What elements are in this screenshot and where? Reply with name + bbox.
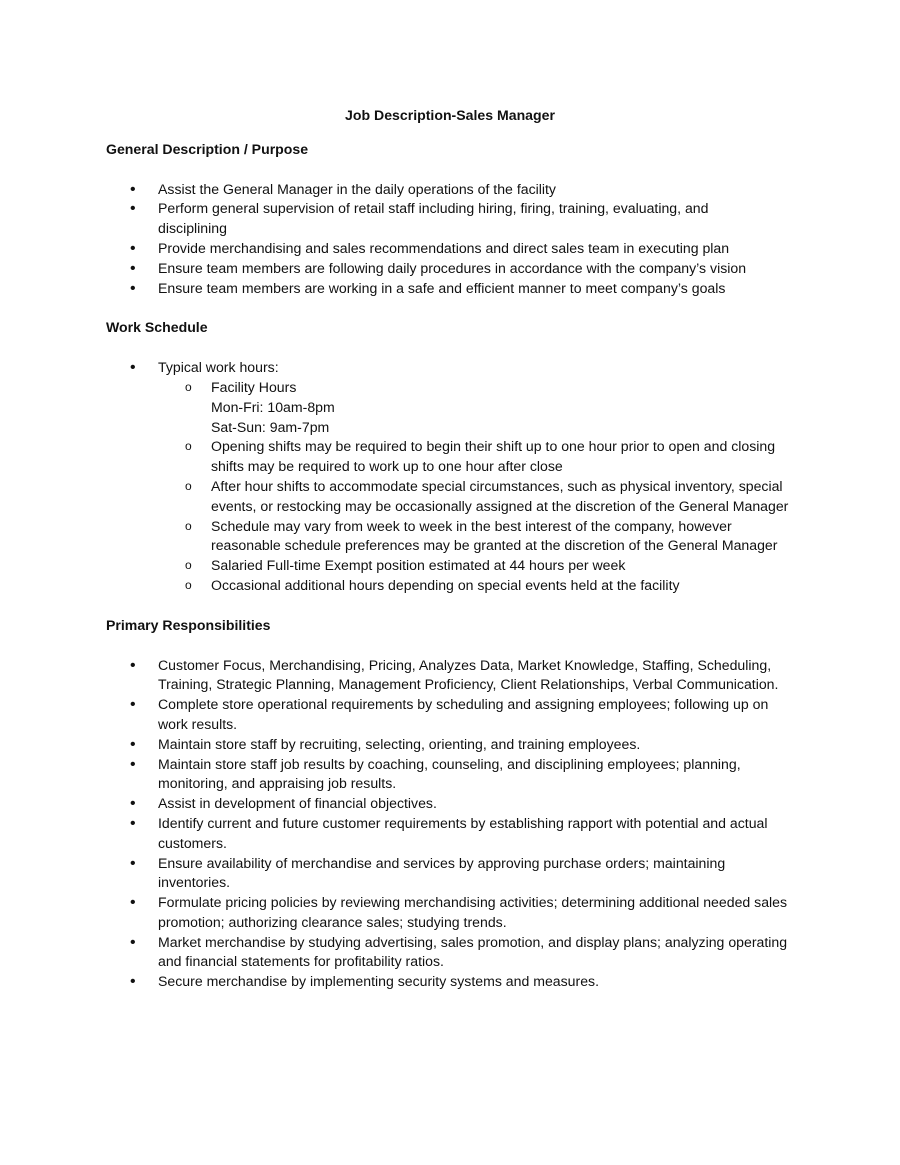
general-description-heading: General Description / Purpose [106,140,309,157]
list-item: • Market merchandise by studying advertising, sales promotion, and display plans; analyzing operating and financial statements for profitability ratios. [106,933,800,973]
list-item: • Identify current and future customer requirements by establishing rapport with potential and actual customers. [106,814,800,854]
facility-hours-item [158,378,800,437]
list-item: • Perform general supervision of retail staff including hiring, firing, training, evaluating, and disciplining [106,199,800,239]
list-item: • Formulate pricing policies by reviewing merchandising activities; determining additional needed sales promotion; authorizing clearance sales; studying trends. [106,893,800,933]
list-item: • Maintain store staff job results by coaching, counseling, and disciplining employees; planning, monitoring, and appraising job results. [106,755,800,795]
list-item: • Ensure team members are following daily procedures in accordance with the company’s vision [106,259,800,279]
list-item: • Assist in development of financial objectives. [106,794,800,814]
list-item: • Complete store operational requirements by scheduling and assigning employees; following up on work results. [106,695,800,735]
primary-responsibilities-heading: Primary Responsibilities [106,616,271,633]
work-schedule-heading: Work Schedule [106,319,208,336]
facility-hours-label: o Facility Hours [211,378,297,395]
list-item: • Ensure availability of merchandise and services by approving purchase orders; maintaining inventories. [106,854,800,894]
list-item: • Secure merchandise by implementing security systems and measures. [106,972,800,992]
list-item: o After hour shifts to accommodate special circumstances, such as physical inventory, special events, or restocking may be occasionally assigned at the discretion of the General Manager [158,477,800,517]
list-item [106,358,800,596]
list-item: o Schedule may vary from week to week in the best interest of the company, however reasonable schedule preferences may be granted at the discretion of the General Manager [158,517,800,557]
list-item: • Customer Focus, Merchandising, Pricing, Analyzes Data, Market Knowledge, Staffing, Scheduling, Training, Strategic Planning, Management Proficiency, Client Relationships, Verbal Communication. [106,656,800,696]
list-item: o Opening shifts may be required to begin their shift up to one hour prior to open and closing shifts may be required to work up to one hour after close [158,437,800,477]
primary-responsibilities-list [106,656,800,993]
list-item: o Occasional additional hours depending on special events held at the facility [158,576,800,596]
document-title: Job Description-Sales Manager [345,107,555,123]
work-schedule-list [106,358,800,596]
list-item: • Maintain store staff by recruiting, selecting, orienting, and training employees. [106,735,800,755]
typical-hours-label: Typical work hours: [158,359,279,376]
weekday-hours: Mon-Fri: 10am-8pm [211,398,335,415]
list-item: o Salaried Full-time Exempt position estimated at 44 hours per week [158,556,800,576]
work-schedule-sublist [158,378,800,596]
list-item: • Assist the General Manager in the daily operations of the facility [106,180,800,200]
general-description-list [106,180,800,299]
list-item: • Ensure team members are working in a safe and efficient manner to meet company’s goals [106,279,800,299]
list-item: • Provide merchandising and sales recommendations and direct sales team in executing plan [106,239,800,259]
weekend-hours: Sat-Sun: 9am-7pm [211,418,330,435]
